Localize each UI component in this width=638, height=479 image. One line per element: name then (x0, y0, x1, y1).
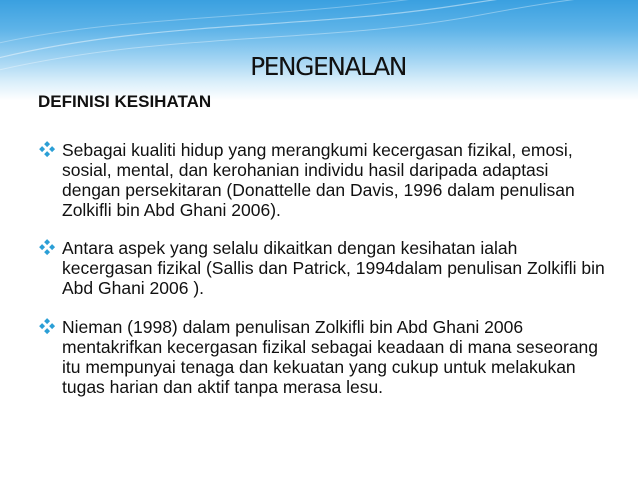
diamond-bullet-icon (38, 318, 56, 336)
diamond-bullet-icon (38, 239, 56, 257)
bullet-item (38, 317, 608, 397)
slide-subtitle: DEFINISI KESIHATAN (38, 92, 212, 111)
bullet-text: Nieman (1998) dalam penulisan Zolkifli bin Abd Ghani 2006 mentakrifkan kecergasan fizikal sebagai keadaan di mana seseorang itu mempunyai tenaga dan kekuatan yang cukup untuk melakukan tugas harian dan aktif tanpa merasa lesu. (62, 317, 599, 397)
slide-title: PENGENALAN (250, 52, 406, 81)
bullet-text: Sebagai kualiti hidup yang merangkumi kecergasan fizikal, emosi, sosial, mental, dan kerohanian individu hasil daripada adaptasi dengan persekitaran (Donattelle dan Davis, 1996 dalam penulisan Zolkifli bin Abd Ghani 2006). (62, 140, 575, 220)
bullet-item (38, 238, 608, 298)
bullet-list (38, 140, 608, 415)
bullet-item (38, 140, 608, 220)
bullet-text: Antara aspek yang selalu dikaitkan dengan kesihatan ialah kecergasan fizikal (Sallis dan Patrick, 1994dalam penulisan Zolkifli bin Abd Ghani 2006 ). (62, 238, 605, 298)
diamond-bullet-icon (38, 141, 56, 159)
